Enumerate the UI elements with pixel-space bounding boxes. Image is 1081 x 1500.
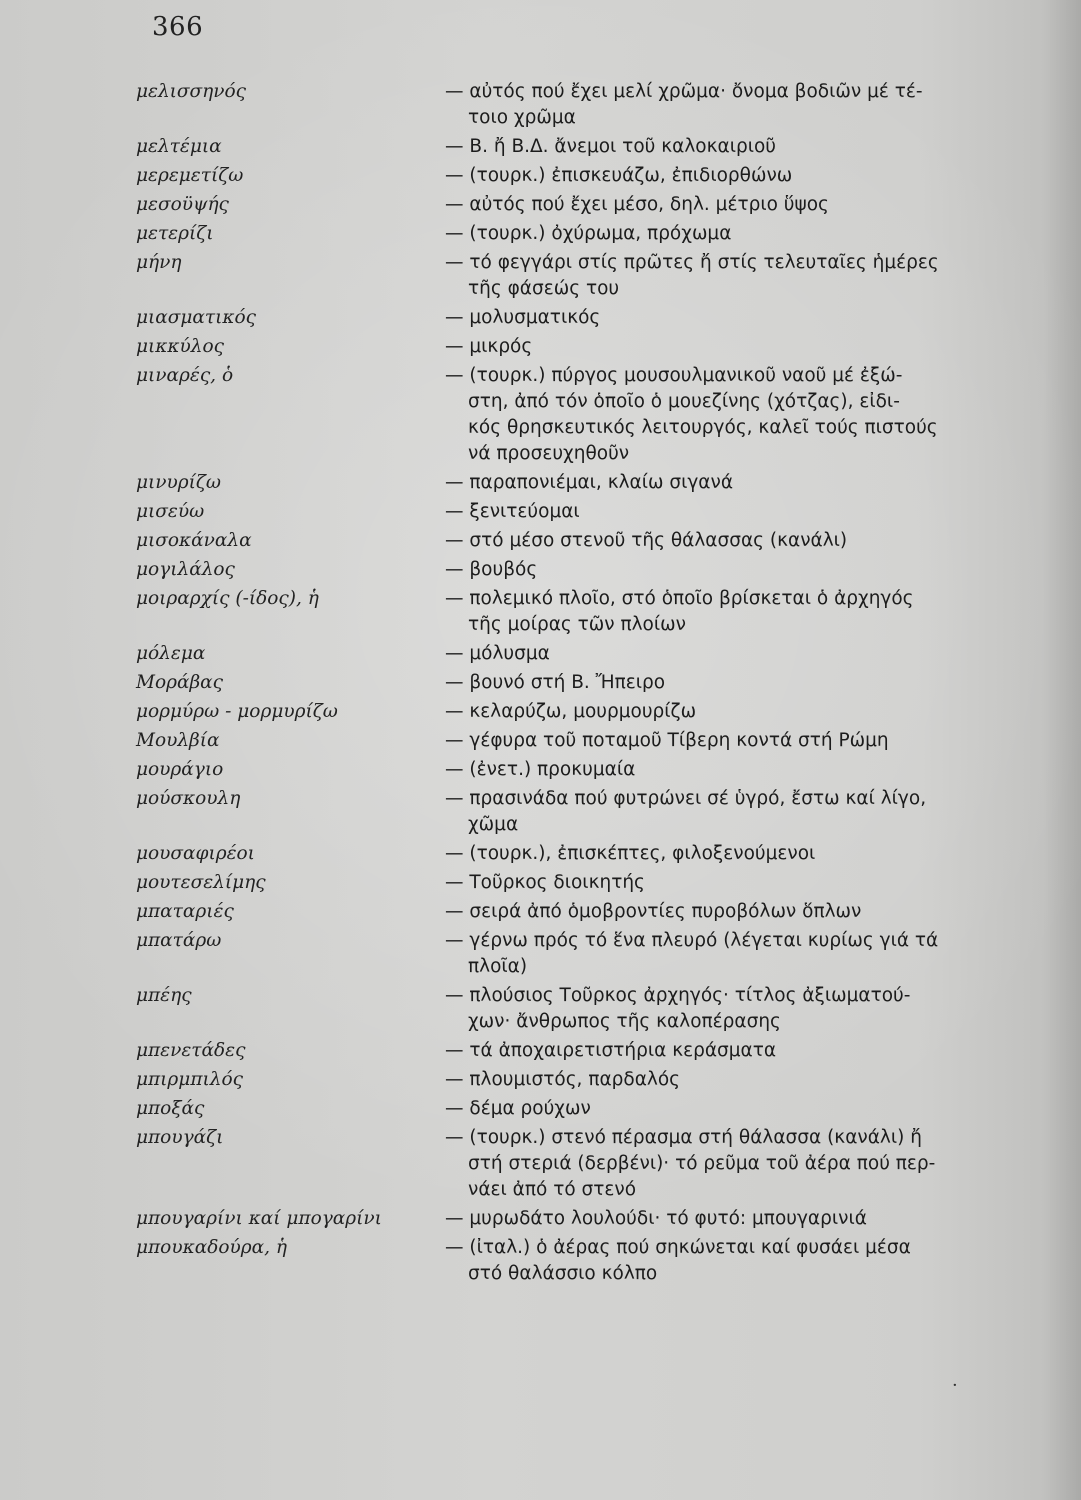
glossary-entry	[0, 79, 1081, 131]
entry-term: μινυρίζω	[136, 472, 222, 493]
glossary-entry	[0, 557, 1081, 583]
definition-line: — αὐτός πού ἔχει μέσο, δηλ. μέτριο ὕψος	[445, 194, 829, 215]
glossary-entry	[0, 757, 1081, 783]
entry-term: μουτεσελίμης	[136, 872, 266, 893]
entry-term: μικκύλος	[136, 336, 225, 357]
entry-definition	[445, 786, 980, 838]
definition-line: πλοῖα)	[468, 956, 528, 977]
glossary-entry	[0, 192, 1081, 218]
definition-line: — σειρά ἀπό ὁμοβροντίες πυροβόλων ὅπλων	[445, 901, 862, 922]
definition-line: — ξενιτεύομαι	[445, 501, 580, 522]
definition-line: — μόλυσμα	[445, 643, 550, 664]
definition-line: — πλουμιστός, παρδαλός	[445, 1069, 681, 1090]
entry-term: μιναρές, ὁ	[136, 365, 234, 386]
glossary-entry	[0, 870, 1081, 896]
definition-line: — (τουρκ.) πύργος μουσουλμανικοῦ ναοῦ μέ ἐξώ-	[445, 365, 903, 386]
entry-definition	[445, 728, 980, 754]
entry-term: Μοράβας	[136, 672, 223, 693]
entry-definition	[445, 928, 980, 980]
entry-term: μπουγάζι	[136, 1127, 224, 1148]
entry-term: μορμύρω - μορμυρίζω	[136, 701, 338, 722]
entry-term: μογιλάλος	[136, 559, 235, 580]
definition-line: — βουβός	[445, 559, 538, 580]
entry-term: μπουκαδούρα, ἡ	[136, 1237, 287, 1258]
entry-definition	[445, 641, 980, 667]
entry-definition	[445, 134, 980, 160]
definition-line: — κελαρύζω, μουρμουρίζω	[445, 701, 697, 722]
page-number: 366	[152, 12, 204, 42]
definition-line: — (τουρκ.), ἐπισκέπτες, φιλοξενούμενοι	[445, 843, 816, 864]
entry-term: μπέης	[136, 985, 192, 1006]
entry-term: μισεύω	[136, 501, 205, 522]
definition-line: χων· ἄνθρωπος τῆς καλοπέρασης	[468, 1011, 781, 1032]
glossary-entry	[0, 786, 1081, 838]
glossary-entry	[0, 1235, 1081, 1287]
glossary-entry	[0, 334, 1081, 360]
glossary-entry	[0, 163, 1081, 189]
definition-line: — Β. ἤ Β.Δ. ἄνεμοι τοῦ καλοκαιριοῦ	[445, 136, 776, 157]
glossary-entry	[0, 1067, 1081, 1093]
definition-line: — βουνό στή Β. Ἤπειρο	[445, 672, 666, 693]
definition-line: κός θρησκευτικός λειτουργός, καλεῖ τούς πιστούς	[468, 417, 938, 438]
definition-line: τῆς μοίρας τῶν πλοίων	[468, 614, 686, 635]
entry-term: μελτέμια	[136, 136, 222, 157]
glossary-entry	[0, 841, 1081, 867]
entry-definition	[445, 334, 980, 360]
definition-line: στή στεριά (δερβένι)· τό ρεῦμα τοῦ ἀέρα πού περ-	[468, 1153, 936, 1174]
glossary-entry	[0, 699, 1081, 725]
entry-term: μπατάρω	[136, 930, 222, 951]
entry-definition	[445, 163, 980, 189]
entry-definition	[445, 1125, 980, 1203]
definition-line: — (ἐνετ.) προκυμαία	[445, 759, 636, 780]
definition-line: — μικρός	[445, 336, 533, 357]
definition-line: τῆς φάσεώς του	[468, 278, 620, 299]
definition-line: — αὐτός πού ἔχει μελί χρῶμα· ὄνομα βοδιῶν μέ τέ-	[445, 81, 923, 102]
entry-definition	[445, 586, 980, 638]
definition-line: — μυρωδάτο λουλούδι· τό φυτό: μπουγαρινιά	[445, 1208, 867, 1229]
entry-definition	[445, 1206, 980, 1232]
definition-line: — γέφυρα τοῦ ποταμοῦ Τίβερη κοντά στή Ρώμη	[445, 730, 889, 751]
definition-line: στη, ἀπό τόν ὁποῖο ὁ μουεζίνης (χότζας), εἰδι-	[468, 391, 900, 412]
glossary-entry	[0, 528, 1081, 554]
glossary-entry	[0, 250, 1081, 302]
entry-definition	[445, 221, 980, 247]
glossary-entry	[0, 928, 1081, 980]
entry-term: μπενετάδες	[136, 1040, 246, 1061]
entry-term: μόλεμα	[136, 643, 206, 664]
entry-term: μήνη	[136, 252, 182, 273]
glossary-entry	[0, 670, 1081, 696]
glossary-entry	[0, 728, 1081, 754]
definition-line: — δέμα ρούχων	[445, 1098, 591, 1119]
entry-term: μισοκάναλα	[136, 530, 252, 551]
glossary-entries	[0, 79, 1081, 1290]
entry-definition	[445, 557, 980, 583]
entry-definition	[445, 363, 980, 467]
entry-term: μοιραρχίς (-ίδος), ἡ	[136, 588, 319, 609]
entry-term: μελισσηνός	[136, 81, 247, 102]
entry-definition	[445, 670, 980, 696]
glossary-entry	[0, 305, 1081, 331]
glossary-entry	[0, 470, 1081, 496]
entry-definition	[445, 870, 980, 896]
definition-line: νάει ἀπό τό στενό	[468, 1179, 637, 1200]
entry-definition	[445, 250, 980, 302]
glossary-entry	[0, 899, 1081, 925]
entry-term: μετερίζι	[136, 223, 214, 244]
entry-definition	[445, 305, 980, 331]
entry-term: μεσοϋψής	[136, 194, 229, 215]
definition-line: χῶμα	[468, 814, 519, 835]
entry-definition	[445, 1038, 980, 1064]
glossary-entry	[0, 134, 1081, 160]
entry-definition	[445, 79, 980, 131]
entry-definition	[445, 983, 980, 1035]
entry-definition	[445, 841, 980, 867]
glossary-entry	[0, 499, 1081, 525]
glossary-entry	[0, 1038, 1081, 1064]
entry-term: μπιρμπιλός	[136, 1069, 243, 1090]
definition-line: τοιο χρῶμα	[468, 107, 576, 128]
definition-line: — στό μέσο στενοῦ τῆς θάλασσας (κανάλι)	[445, 530, 848, 551]
definition-line: — μολυσματικός	[445, 307, 601, 328]
entry-definition	[445, 699, 980, 725]
entry-definition	[445, 499, 980, 525]
definition-line: — παραπονιέμαι, κλαίω σιγανά	[445, 472, 734, 493]
entry-term: μπαταριές	[136, 901, 234, 922]
definition-line: — πολεμικό πλοῖο, στό ὁποῖο βρίσκεται ὁ ἀρχηγός	[445, 588, 914, 609]
glossary-entry	[0, 1096, 1081, 1122]
definition-line: νά προσευχηθοῦν	[468, 443, 630, 464]
glossary-entry	[0, 641, 1081, 667]
definition-line: — (ἰταλ.) ὁ ἀέρας πού σηκώνεται καί φυσάει μέσα	[445, 1237, 911, 1258]
entry-definition	[445, 1096, 980, 1122]
entry-definition	[445, 899, 980, 925]
definition-line: — τό φεγγάρι στίς πρῶτες ἤ στίς τελευταῖες ἡμέρες	[445, 252, 939, 273]
definition-line: στό θαλάσσιο κόλπο	[468, 1263, 658, 1284]
glossary-entry	[0, 983, 1081, 1035]
entry-term: μιασματικός	[136, 307, 257, 328]
entry-term: μουσαφιρέοι	[136, 843, 255, 864]
entry-definition	[445, 528, 980, 554]
entry-definition	[445, 757, 980, 783]
entry-term: μερεμετίζω	[136, 165, 244, 186]
definition-line: — γέρνω πρός τό ἕνα πλευρό (λέγεται κυρίως γιά τά	[445, 930, 939, 951]
definition-line: — Τοῦρκος διοικητής	[445, 872, 645, 893]
glossary-entry	[0, 1125, 1081, 1203]
stray-ink-mark: ·	[952, 1375, 958, 1396]
glossary-entry	[0, 363, 1081, 467]
glossary-entry	[0, 1206, 1081, 1232]
definition-line: — τά ἀποχαιρετιστήρια κεράσματα	[445, 1040, 777, 1061]
definition-line: — πλούσιος Τοῦρκος ἀρχηγός· τίτλος ἀξιωματού-	[445, 985, 911, 1006]
entry-definition	[445, 1235, 980, 1287]
entry-term: μούσκουλη	[136, 788, 241, 809]
entry-term: μπουγαρίνι καί μπογαρίνι	[136, 1208, 382, 1229]
entry-term: μουράγιο	[136, 759, 224, 780]
definition-line: — (τουρκ.) ἐπισκευάζω, ἐπιδιορθώνω	[445, 165, 793, 186]
glossary-entry	[0, 586, 1081, 638]
entry-definition	[445, 1067, 980, 1093]
definition-line: — πρασινάδα πού φυτρώνει σέ ὑγρό, ἔστω καί λίγο,	[445, 788, 927, 809]
glossary-entry	[0, 221, 1081, 247]
entry-term: Μουλβία	[136, 730, 220, 751]
entry-term: μποξάς	[136, 1098, 205, 1119]
definition-line: — (τουρκ.) ὀχύρωμα, πρόχωμα	[445, 223, 732, 244]
definition-line: — (τουρκ.) στενό πέρασμα στή θάλασσα (κανάλι) ἤ	[445, 1127, 922, 1148]
entry-definition	[445, 192, 980, 218]
entry-definition	[445, 470, 980, 496]
